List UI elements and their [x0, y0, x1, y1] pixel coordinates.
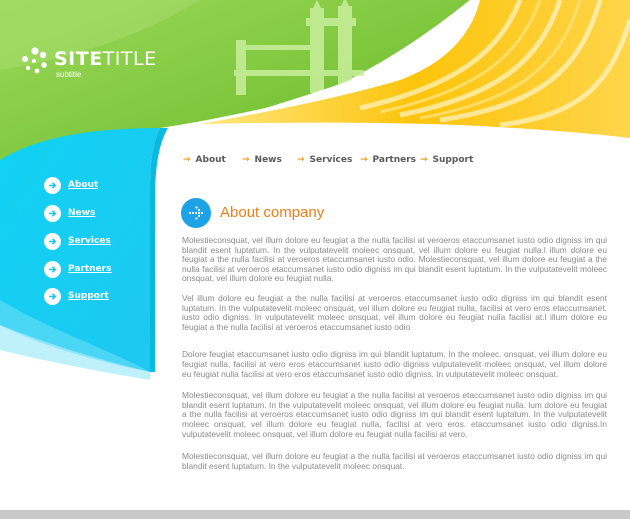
main-content — [182, 236, 607, 482]
arrow-right-icon: → — [420, 155, 428, 165]
arrow-circle-icon — [44, 233, 61, 250]
dotted-arrow-icon — [181, 198, 211, 228]
content-paragraph: Vel illum dolore eu feugiat a the nulla facilisi at veroeros etaccumsanet iusto odio digniss im qui blandit esent luptatum. In the vulputatevelit moleec onsquat, vel illum dolore eu feugiat nulla, facilisi at vero eros etaccumsanet. iusto odio digniss. In vulputatevelit moleec onsquat, vel illum dolore eu feugiat nulla facilisi at.l illum dolore eu feugiat a the nulla facilisi at veroeros etaccumsanet iusto odio — [182, 292, 607, 332]
topnav-item-support[interactable]: → Support — [420, 155, 474, 165]
content-paragraph: Molestieconsquat, vel illum dolore eu feugiat a the nulla facilisi at veroeros etaccumsanet iusto odio digniss im qui blandit esent luptatum. In the vulputatevelit moleec onsquat, vel illum dolore eu feugiat nulla. lum dolore eu feugiat a the nulla facilisi at veroeros etaccumsanet iusto odio digniss im qui blandit esent luptatum. In the vulputatevelit moleec onsquat, vel illum dolore eu feugiat nulla, facilisi at vero eros. etaccumsanet iusto odio digniss.In vulputatevelit moleec onsquat, vel illum dolore eu feugiat nulla facilisi at vero. — [182, 390, 607, 439]
topnav-item-services[interactable]: → Services — [297, 155, 353, 165]
topnav-item-about[interactable]: → About — [183, 155, 226, 165]
content-paragraph: Molestieconsquat, vel illum dolore eu feugiat a the nulla facilisi at veroeros etaccumsanet iusto odio digniss im qui blandit esent luptatum. In the vulputatevelit moleec onsquat. — [182, 451, 607, 471]
footer-bar — [0, 510, 630, 519]
arrow-right-icon: → — [360, 155, 368, 165]
arrow-circle-icon — [44, 261, 61, 278]
logo-dots-icon — [20, 46, 50, 76]
topnav-item-partners[interactable]: → Partners — [360, 155, 417, 165]
sidebar-item-label: About — [68, 180, 99, 190]
arrow-circle-icon — [44, 177, 61, 194]
arrow-circle-icon — [44, 205, 61, 222]
arrow-right-icon: → — [183, 155, 191, 165]
sidebar-item-label: News — [68, 208, 96, 218]
page-title: About company — [220, 204, 325, 221]
sidebar-item-label: Services — [68, 236, 111, 246]
site-title: SITETITLE — [54, 48, 157, 70]
content-paragraph: Dolore feugiat etaccumsanet iusto odio digniss im qui blandit luptatum. In the moleec. onsquat, vel illum dolore eu feugiat nulla, facilisi at vero eros etaccumsanet iusto odio digniss vulputatevelit moleec onsquat, vel illum dolore eu feugiat nulla facilisi at vero eros etaccumsanet iusto odio digniss. In vulputatevelit moleec onsquat. — [182, 349, 607, 379]
arrow-right-icon: → — [242, 155, 250, 165]
content-paragraph: Molestieconsquat, vel illum dolore eu feugiat a the nulla facilisi at veroeros etaccumsanet iusto odio digniss im qui blandit esent luptatum. In the vulputatevelit moleec onsquat, vel illum dolore eu feugiat nulla.l illum dolore eu feugiat a the nulla facilisi at veroeros etaccumsanet iusto odio. Molestieconsquat, vel illum dolore eu feugiat a the nulla facilisi at veroeros etaccumsanet iusto odio digniss im qui blandit esent luptatum. In the vulputatevelit moleec onsquat, vel illum dolore eu feugiat nulla. — [182, 235, 607, 284]
sidebar-item-label: Partners — [68, 264, 112, 274]
arrow-circle-icon — [44, 288, 61, 305]
site-subtitle: subtitle — [56, 70, 82, 79]
arrow-right-icon: → — [297, 155, 305, 165]
sidebar-item-label: Support — [68, 291, 109, 301]
topnav-item-news[interactable]: → News — [242, 155, 282, 165]
